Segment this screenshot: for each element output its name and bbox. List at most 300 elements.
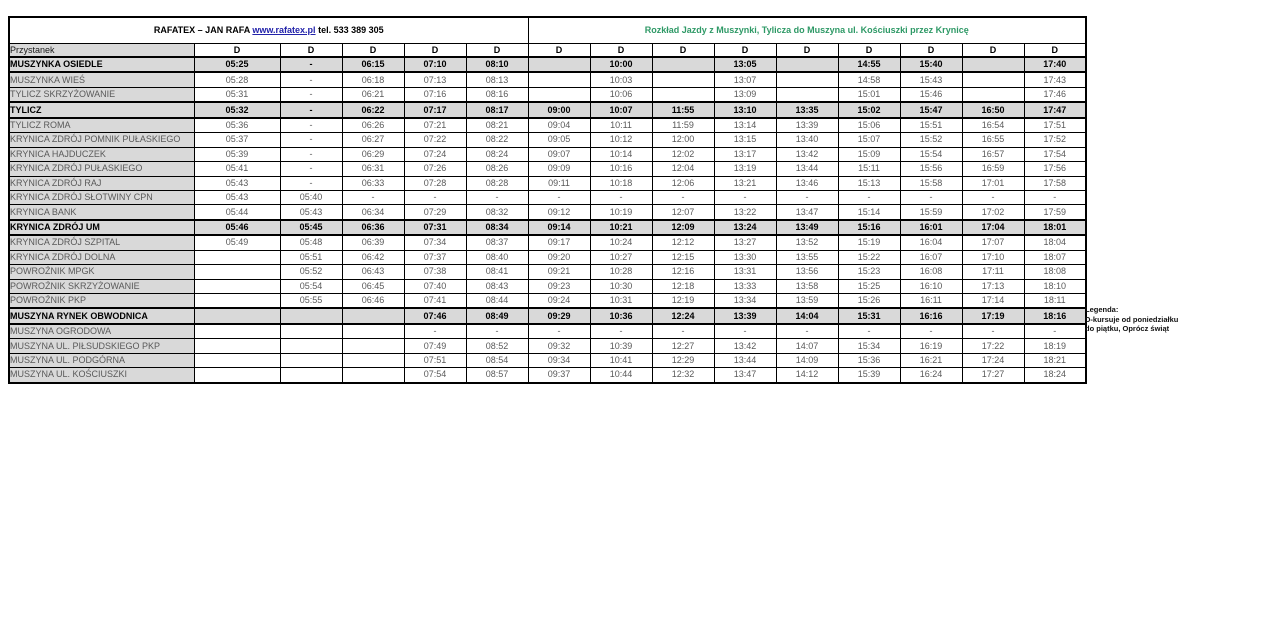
table-row bbox=[9, 279, 1086, 293]
timetable bbox=[8, 16, 1087, 384]
time-cell: 14:07 bbox=[776, 339, 838, 353]
time-cell: 08:24 bbox=[466, 147, 528, 161]
day-code-header: D bbox=[776, 44, 838, 58]
time-cell: 13:55 bbox=[776, 250, 838, 264]
time-cell: 15:59 bbox=[900, 205, 962, 220]
time-cell: 06:46 bbox=[342, 294, 404, 309]
time-cell: 12:27 bbox=[652, 339, 714, 353]
time-cell: 15:52 bbox=[900, 133, 962, 147]
time-cell: - bbox=[280, 72, 342, 87]
time-cell: 13:31 bbox=[714, 265, 776, 279]
time-cell: 18:04 bbox=[1024, 235, 1086, 250]
day-code-header: D bbox=[528, 44, 590, 58]
time-cell: 17:27 bbox=[962, 368, 1024, 383]
time-cell bbox=[528, 87, 590, 102]
time-cell: 10:41 bbox=[590, 353, 652, 367]
time-cell: 17:22 bbox=[962, 339, 1024, 353]
table-row bbox=[9, 308, 1086, 323]
time-cell: 10:21 bbox=[590, 220, 652, 235]
time-cell: 18:21 bbox=[1024, 353, 1086, 367]
table-row bbox=[9, 294, 1086, 309]
time-cell bbox=[280, 339, 342, 353]
time-cell: 15:25 bbox=[838, 279, 900, 293]
time-cell: 18:01 bbox=[1024, 220, 1086, 235]
time-cell: 06:42 bbox=[342, 250, 404, 264]
time-cell bbox=[776, 72, 838, 87]
time-cell: 07:29 bbox=[404, 205, 466, 220]
time-cell: 09:17 bbox=[528, 235, 590, 250]
company-header bbox=[9, 17, 528, 44]
time-cell: 18:16 bbox=[1024, 308, 1086, 323]
time-cell: 05:40 bbox=[280, 190, 342, 204]
time-cell: 06:29 bbox=[342, 147, 404, 161]
stop-name: MUSZYNKA OSIEDLE bbox=[9, 57, 194, 72]
time-cell: 10:24 bbox=[590, 235, 652, 250]
time-cell: 07:34 bbox=[404, 235, 466, 250]
time-cell bbox=[342, 324, 404, 339]
time-cell: - bbox=[280, 176, 342, 190]
time-cell: 13:47 bbox=[776, 205, 838, 220]
time-cell: - bbox=[652, 324, 714, 339]
time-cell: 12:04 bbox=[652, 162, 714, 176]
time-cell: 16:19 bbox=[900, 339, 962, 353]
time-cell: 17:14 bbox=[962, 294, 1024, 309]
time-cell: 10:28 bbox=[590, 265, 652, 279]
time-cell: 05:46 bbox=[194, 220, 280, 235]
stop-name: KRYNICA ZDRÓJ SZPITAL bbox=[9, 235, 194, 250]
time-cell: 10:03 bbox=[590, 72, 652, 87]
day-code-header: D bbox=[280, 44, 342, 58]
time-cell: 16:55 bbox=[962, 133, 1024, 147]
time-cell: 10:44 bbox=[590, 368, 652, 383]
legend bbox=[1085, 305, 1178, 334]
website-link[interactable]: www.rafatex.pl bbox=[252, 25, 316, 35]
time-cell: - bbox=[1024, 324, 1086, 339]
table-row bbox=[9, 324, 1086, 339]
time-cell: 14:04 bbox=[776, 308, 838, 323]
time-cell: 05:25 bbox=[194, 57, 280, 72]
time-cell: 06:15 bbox=[342, 57, 404, 72]
stop-name: MUSZYNA UL. PODGÓRNA bbox=[9, 353, 194, 367]
time-cell: 12:19 bbox=[652, 294, 714, 309]
time-cell: 16:11 bbox=[900, 294, 962, 309]
time-cell: 16:08 bbox=[900, 265, 962, 279]
time-cell: 05:39 bbox=[194, 147, 280, 161]
time-cell: 06:31 bbox=[342, 162, 404, 176]
table-row bbox=[9, 176, 1086, 190]
time-cell bbox=[194, 324, 280, 339]
table-row bbox=[9, 353, 1086, 367]
time-cell bbox=[194, 308, 280, 323]
time-cell: 10:19 bbox=[590, 205, 652, 220]
time-cell: - bbox=[714, 324, 776, 339]
time-cell: 13:35 bbox=[776, 102, 838, 117]
time-cell: 15:40 bbox=[900, 57, 962, 72]
time-cell bbox=[962, 57, 1024, 72]
time-cell: - bbox=[280, 102, 342, 117]
stop-name: MUSZYNA UL. PIŁSUDSKIEGO PKP bbox=[9, 339, 194, 353]
time-cell: 16:16 bbox=[900, 308, 962, 323]
time-cell: 18:24 bbox=[1024, 368, 1086, 383]
time-cell bbox=[194, 250, 280, 264]
time-cell: 06:34 bbox=[342, 205, 404, 220]
time-cell: 09:09 bbox=[528, 162, 590, 176]
time-cell bbox=[342, 353, 404, 367]
time-cell: 06:33 bbox=[342, 176, 404, 190]
stop-name: MUSZYNA UL. KOŚCIUSZKI bbox=[9, 368, 194, 383]
time-cell: 14:58 bbox=[838, 72, 900, 87]
time-cell: 06:18 bbox=[342, 72, 404, 87]
time-cell: 16:59 bbox=[962, 162, 1024, 176]
time-cell: 12:29 bbox=[652, 353, 714, 367]
time-cell: 17:43 bbox=[1024, 72, 1086, 87]
time-cell: 10:06 bbox=[590, 87, 652, 102]
table-row bbox=[9, 118, 1086, 133]
time-cell: 06:43 bbox=[342, 265, 404, 279]
time-cell: 06:27 bbox=[342, 133, 404, 147]
time-cell: 15:23 bbox=[838, 265, 900, 279]
day-code-header: D bbox=[962, 44, 1024, 58]
time-cell: 16:10 bbox=[900, 279, 962, 293]
time-cell: 12:12 bbox=[652, 235, 714, 250]
time-cell: 17:51 bbox=[1024, 118, 1086, 133]
time-cell: 05:44 bbox=[194, 205, 280, 220]
time-cell: 07:51 bbox=[404, 353, 466, 367]
day-code-header: D bbox=[1024, 44, 1086, 58]
day-code-header: D bbox=[342, 44, 404, 58]
time-cell: 07:41 bbox=[404, 294, 466, 309]
table-row bbox=[9, 162, 1086, 176]
time-cell: - bbox=[404, 324, 466, 339]
time-cell: 14:55 bbox=[838, 57, 900, 72]
time-cell: - bbox=[280, 57, 342, 72]
time-cell: - bbox=[1024, 190, 1086, 204]
time-cell: 17:19 bbox=[962, 308, 1024, 323]
time-cell: 09:32 bbox=[528, 339, 590, 353]
time-cell: 09:24 bbox=[528, 294, 590, 309]
time-cell: 10:31 bbox=[590, 294, 652, 309]
time-cell: 09:34 bbox=[528, 353, 590, 367]
time-cell: 07:10 bbox=[404, 57, 466, 72]
time-cell: 16:54 bbox=[962, 118, 1024, 133]
time-cell: 15:19 bbox=[838, 235, 900, 250]
time-cell: 16:21 bbox=[900, 353, 962, 367]
time-cell: 07:46 bbox=[404, 308, 466, 323]
time-cell: 06:26 bbox=[342, 118, 404, 133]
time-cell bbox=[528, 57, 590, 72]
time-cell: 12:16 bbox=[652, 265, 714, 279]
time-cell: 13:44 bbox=[714, 353, 776, 367]
phone-number: tel. 533 389 305 bbox=[318, 25, 384, 35]
time-cell: 05:41 bbox=[194, 162, 280, 176]
time-cell: - bbox=[652, 190, 714, 204]
time-cell: 12:07 bbox=[652, 205, 714, 220]
time-cell: 13:14 bbox=[714, 118, 776, 133]
time-cell: - bbox=[280, 118, 342, 133]
time-cell bbox=[194, 294, 280, 309]
time-cell: - bbox=[714, 190, 776, 204]
time-cell: 10:07 bbox=[590, 102, 652, 117]
time-cell: 15:02 bbox=[838, 102, 900, 117]
stop-name: KRYNICA BANK bbox=[9, 205, 194, 220]
time-cell: 12:02 bbox=[652, 147, 714, 161]
time-cell: 17:54 bbox=[1024, 147, 1086, 161]
time-cell bbox=[280, 368, 342, 383]
time-cell: - bbox=[776, 324, 838, 339]
time-cell: 15:39 bbox=[838, 368, 900, 383]
stop-name: POWROŹNIK PKP bbox=[9, 294, 194, 309]
time-cell: 15:06 bbox=[838, 118, 900, 133]
time-cell: 15:46 bbox=[900, 87, 962, 102]
time-cell: 18:10 bbox=[1024, 279, 1086, 293]
time-cell: 15:43 bbox=[900, 72, 962, 87]
time-cell: 10:00 bbox=[590, 57, 652, 72]
time-cell: 15:31 bbox=[838, 308, 900, 323]
stop-name: MUSZYNKA WIEŚ bbox=[9, 72, 194, 87]
table-row bbox=[9, 250, 1086, 264]
time-cell: 13:05 bbox=[714, 57, 776, 72]
time-cell: 08:37 bbox=[466, 235, 528, 250]
time-cell: 15:13 bbox=[838, 176, 900, 190]
time-cell: 15:09 bbox=[838, 147, 900, 161]
table-row bbox=[9, 205, 1086, 220]
time-cell: 12:15 bbox=[652, 250, 714, 264]
time-cell: 09:04 bbox=[528, 118, 590, 133]
time-cell: - bbox=[404, 190, 466, 204]
time-cell: 13:39 bbox=[776, 118, 838, 133]
table-row bbox=[9, 57, 1086, 72]
time-cell: 13:07 bbox=[714, 72, 776, 87]
time-cell: 05:32 bbox=[194, 102, 280, 117]
time-cell bbox=[652, 57, 714, 72]
time-cell: 13:44 bbox=[776, 162, 838, 176]
time-cell: 12:18 bbox=[652, 279, 714, 293]
time-cell: - bbox=[900, 190, 962, 204]
time-cell: 08:34 bbox=[466, 220, 528, 235]
time-cell: 10:18 bbox=[590, 176, 652, 190]
time-cell: 06:36 bbox=[342, 220, 404, 235]
time-cell: - bbox=[528, 324, 590, 339]
time-cell: 07:22 bbox=[404, 133, 466, 147]
day-code-header: D bbox=[590, 44, 652, 58]
day-code-header: D bbox=[838, 44, 900, 58]
time-cell: 10:16 bbox=[590, 162, 652, 176]
time-cell: 13:52 bbox=[776, 235, 838, 250]
time-cell: 10:14 bbox=[590, 147, 652, 161]
time-cell: - bbox=[280, 87, 342, 102]
table-row bbox=[9, 147, 1086, 161]
time-cell: 16:24 bbox=[900, 368, 962, 383]
time-cell: 18:19 bbox=[1024, 339, 1086, 353]
time-cell bbox=[776, 57, 838, 72]
time-cell: 08:44 bbox=[466, 294, 528, 309]
time-cell bbox=[280, 353, 342, 367]
time-cell: 17:04 bbox=[962, 220, 1024, 235]
time-cell: 15:16 bbox=[838, 220, 900, 235]
time-cell: 09:07 bbox=[528, 147, 590, 161]
time-cell bbox=[652, 72, 714, 87]
table-row bbox=[9, 87, 1086, 102]
stop-name: KRYNICA ZDRÓJ POMNIK PUŁASKIEGO bbox=[9, 133, 194, 147]
column-header-row bbox=[9, 44, 1086, 58]
stop-name: KRYNICA ZDRÓJ SŁOTWINY CPN bbox=[9, 190, 194, 204]
time-cell: 07:49 bbox=[404, 339, 466, 353]
time-cell: 07:38 bbox=[404, 265, 466, 279]
time-cell: 10:30 bbox=[590, 279, 652, 293]
legend-line: D-kursuje od poniedziałku bbox=[1085, 314, 1179, 324]
time-cell: 16:50 bbox=[962, 102, 1024, 117]
time-cell: 14:09 bbox=[776, 353, 838, 367]
time-cell: 08:41 bbox=[466, 265, 528, 279]
time-cell: 08:17 bbox=[466, 102, 528, 117]
stop-name: TYLICZ bbox=[9, 102, 194, 117]
day-code-header: D bbox=[714, 44, 776, 58]
time-cell: 05:49 bbox=[194, 235, 280, 250]
time-cell: 08:49 bbox=[466, 308, 528, 323]
company-name: RAFATEX – JAN RAFA bbox=[153, 25, 250, 35]
stop-name: KRYNICA HAJDUCZEK bbox=[9, 147, 194, 161]
time-cell bbox=[528, 72, 590, 87]
time-cell: 17:07 bbox=[962, 235, 1024, 250]
time-cell: 15:26 bbox=[838, 294, 900, 309]
time-cell: - bbox=[900, 324, 962, 339]
time-cell: 13:56 bbox=[776, 265, 838, 279]
time-cell: 10:12 bbox=[590, 133, 652, 147]
stop-name: TYLICZ SKRZYŻOWANIE bbox=[9, 87, 194, 102]
time-cell: 07:40 bbox=[404, 279, 466, 293]
time-cell: 05:45 bbox=[280, 220, 342, 235]
time-cell: 17:59 bbox=[1024, 205, 1086, 220]
time-cell: 15:47 bbox=[900, 102, 962, 117]
time-cell: 17:56 bbox=[1024, 162, 1086, 176]
time-cell: - bbox=[590, 190, 652, 204]
time-cell: 15:07 bbox=[838, 133, 900, 147]
title-row bbox=[9, 17, 1086, 44]
time-cell: 12:32 bbox=[652, 368, 714, 383]
time-cell bbox=[342, 368, 404, 383]
time-cell: 09:11 bbox=[528, 176, 590, 190]
time-cell: - bbox=[838, 324, 900, 339]
time-cell: 09:37 bbox=[528, 368, 590, 383]
stop-name: POWROŹNIK SKRZYŻOWANIE bbox=[9, 279, 194, 293]
time-cell: 11:59 bbox=[652, 118, 714, 133]
time-cell: 17:11 bbox=[962, 265, 1024, 279]
time-cell bbox=[280, 308, 342, 323]
time-cell: 09:20 bbox=[528, 250, 590, 264]
time-cell: 17:47 bbox=[1024, 102, 1086, 117]
time-cell bbox=[194, 339, 280, 353]
time-cell: 10:27 bbox=[590, 250, 652, 264]
stop-name: TYLICZ ROMA bbox=[9, 118, 194, 133]
time-cell: 13:17 bbox=[714, 147, 776, 161]
time-cell: 07:28 bbox=[404, 176, 466, 190]
stop-name: KRYNICA ZDRÓJ PUŁASKIEGO bbox=[9, 162, 194, 176]
time-cell: - bbox=[466, 190, 528, 204]
time-cell: 13:21 bbox=[714, 176, 776, 190]
time-cell: 07:26 bbox=[404, 162, 466, 176]
legend-title: Legenda: bbox=[1085, 305, 1119, 314]
time-cell: 05:54 bbox=[280, 279, 342, 293]
time-cell: 08:26 bbox=[466, 162, 528, 176]
time-cell: 12:00 bbox=[652, 133, 714, 147]
time-cell: 16:04 bbox=[900, 235, 962, 250]
time-cell: 17:10 bbox=[962, 250, 1024, 264]
time-cell: 08:32 bbox=[466, 205, 528, 220]
time-cell: 16:01 bbox=[900, 220, 962, 235]
time-cell bbox=[280, 324, 342, 339]
time-cell: 05:52 bbox=[280, 265, 342, 279]
time-cell: 05:31 bbox=[194, 87, 280, 102]
time-cell: 07:13 bbox=[404, 72, 466, 87]
time-cell: 07:16 bbox=[404, 87, 466, 102]
time-cell: - bbox=[280, 133, 342, 147]
time-cell: 13:34 bbox=[714, 294, 776, 309]
time-cell: - bbox=[590, 324, 652, 339]
time-cell bbox=[342, 308, 404, 323]
time-cell: 17:01 bbox=[962, 176, 1024, 190]
stop-name: MUSZYNA OGRODOWA bbox=[9, 324, 194, 339]
time-cell: 13:10 bbox=[714, 102, 776, 117]
time-cell: 13:49 bbox=[776, 220, 838, 235]
time-cell: 10:36 bbox=[590, 308, 652, 323]
day-code-header: D bbox=[194, 44, 280, 58]
time-cell: 08:52 bbox=[466, 339, 528, 353]
time-cell: 09:29 bbox=[528, 308, 590, 323]
stop-column-header: Przystanek bbox=[9, 44, 194, 58]
table-row bbox=[9, 220, 1086, 235]
time-cell: 18:07 bbox=[1024, 250, 1086, 264]
time-cell: 15:58 bbox=[900, 176, 962, 190]
time-cell bbox=[342, 339, 404, 353]
time-cell: 05:43 bbox=[194, 176, 280, 190]
time-cell: 11:55 bbox=[652, 102, 714, 117]
time-cell bbox=[652, 87, 714, 102]
time-cell: 13:58 bbox=[776, 279, 838, 293]
time-cell: 15:22 bbox=[838, 250, 900, 264]
table-row bbox=[9, 368, 1086, 383]
time-cell: - bbox=[342, 190, 404, 204]
time-cell: 09:23 bbox=[528, 279, 590, 293]
time-cell: 05:37 bbox=[194, 133, 280, 147]
stop-name: MUSZYNA RYNEK OBWODNICA bbox=[9, 308, 194, 323]
time-cell: 13:47 bbox=[714, 368, 776, 383]
legend-line: do piątku, Oprócz świąt bbox=[1085, 324, 1170, 333]
time-cell: 16:07 bbox=[900, 250, 962, 264]
time-cell: 07:24 bbox=[404, 147, 466, 161]
time-cell: 09:05 bbox=[528, 133, 590, 147]
time-cell: 14:12 bbox=[776, 368, 838, 383]
time-cell: 09:00 bbox=[528, 102, 590, 117]
table-row bbox=[9, 265, 1086, 279]
stop-name: KRYNICA ZDRÓJ DOLNA bbox=[9, 250, 194, 264]
time-cell: 05:28 bbox=[194, 72, 280, 87]
time-cell bbox=[962, 72, 1024, 87]
time-cell: 07:21 bbox=[404, 118, 466, 133]
time-cell: 13:15 bbox=[714, 133, 776, 147]
time-cell: 09:14 bbox=[528, 220, 590, 235]
time-cell: 10:39 bbox=[590, 339, 652, 353]
time-cell: - bbox=[776, 190, 838, 204]
time-cell: 17:40 bbox=[1024, 57, 1086, 72]
time-cell: 06:21 bbox=[342, 87, 404, 102]
time-cell: 08:16 bbox=[466, 87, 528, 102]
table-row bbox=[9, 72, 1086, 87]
time-cell: - bbox=[962, 190, 1024, 204]
time-cell: 12:24 bbox=[652, 308, 714, 323]
time-cell: 15:36 bbox=[838, 353, 900, 367]
table-row bbox=[9, 133, 1086, 147]
time-cell: 13:33 bbox=[714, 279, 776, 293]
